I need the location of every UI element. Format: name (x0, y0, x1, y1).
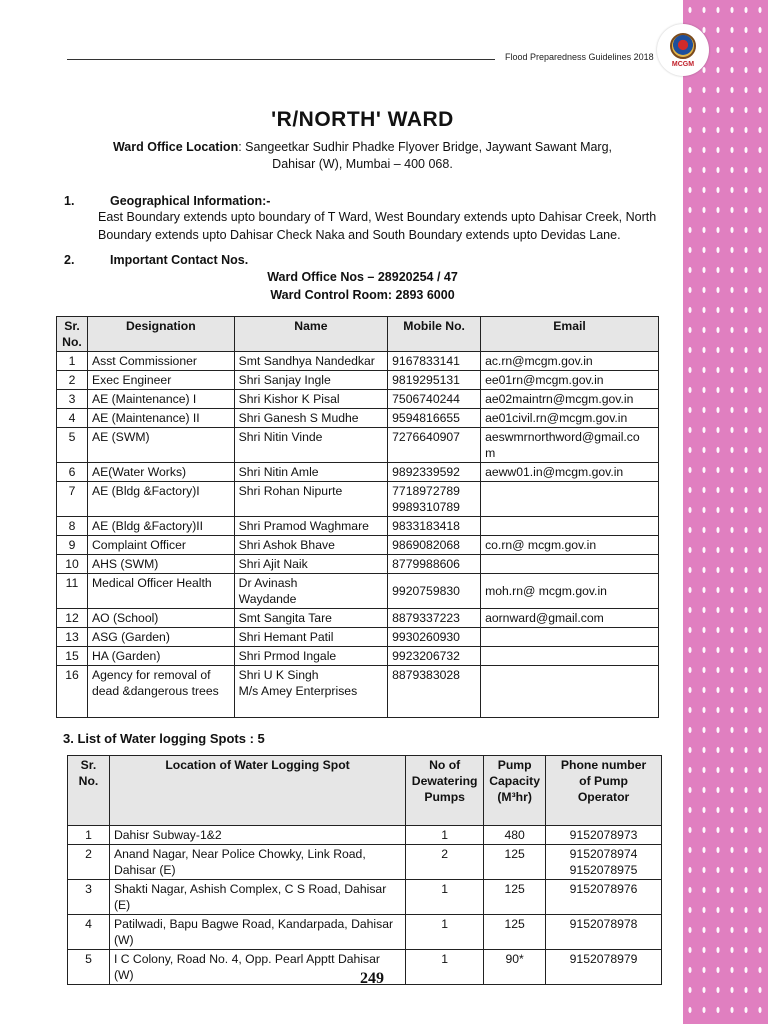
spots-row (68, 915, 662, 950)
contacts-cell: Shri Ashok Bhave (234, 536, 388, 555)
location-label: Ward Office Location (112, 140, 239, 154)
contacts-cell: Shri Prmod Ingale (234, 647, 388, 666)
contacts-cell: 16 (57, 666, 88, 718)
contacts-header-row (57, 317, 659, 352)
water-logging-spots-table (67, 755, 662, 985)
contacts-cell: AE (Bldg &Factory)II (87, 517, 234, 536)
contacts-cell: HA (Garden) (87, 647, 234, 666)
contacts-cell: 9819295131 (388, 371, 481, 390)
spots-cell: 9152078978 (546, 915, 662, 950)
contacts-row (57, 628, 659, 647)
spots-cell: 3 (68, 880, 110, 915)
contacts-header-cell: Sr. No. (57, 317, 88, 352)
spots-cell: 9152078979 (546, 950, 662, 985)
contacts-cell: AE (Maintenance) I (87, 390, 234, 409)
contacts-cell: co.rn@ mcgm.gov.in (481, 536, 659, 555)
contacts-cell: aeswmrnorthword@gmail.co m (481, 428, 659, 463)
spots-cell: 125 (484, 880, 546, 915)
spots-cell: 125 (484, 915, 546, 950)
contacts-cell: 10 (57, 555, 88, 574)
contacts-cell: 9920759830 (388, 574, 481, 609)
section3-heading: 3. List of Water logging Spots : 5 (63, 731, 265, 746)
contacts-cell: AE (Bldg &Factory)I (87, 482, 234, 517)
mcgm-logo (657, 24, 709, 76)
contacts-cell: Shri Sanjay Ingle (234, 371, 388, 390)
spots-cell: 1 (406, 915, 484, 950)
contacts-cell: Shri Kishor K Pisal (234, 390, 388, 409)
section1-heading: Geographical Information:- (110, 194, 271, 208)
contacts-cell (481, 555, 659, 574)
contacts-cell: Asst Commissioner (87, 352, 234, 371)
contacts-cell: AE (SWM) (87, 428, 234, 463)
contacts-cell: 13 (57, 628, 88, 647)
contacts-cell: 11 (57, 574, 88, 609)
contacts-cell (481, 647, 659, 666)
contacts-row (57, 428, 659, 463)
page-number: 249 (360, 970, 384, 987)
spots-row (68, 826, 662, 845)
contacts-cell: 7718972789 9989310789 (388, 482, 481, 517)
spots-header-cell: Pump Capacity (M³hr) (484, 756, 546, 826)
contacts-row (57, 666, 659, 718)
contacts-cell: 3 (57, 390, 88, 409)
contacts-cell: Shri Hemant Patil (234, 628, 388, 647)
section1-text (98, 208, 668, 244)
contacts-cell: 9 (57, 536, 88, 555)
spots-row (68, 880, 662, 915)
contacts-cell: moh.rn@ mcgm.gov.in (481, 574, 659, 609)
contacts-row (57, 390, 659, 409)
contacts-row (57, 371, 659, 390)
ward-office-numbers: Ward Office Nos – 28920254 / 47 (267, 270, 458, 284)
spots-cell: I C Colony, Road No. 4, Opp. Pearl Apptt Dahisar (W) (109, 950, 405, 985)
contacts-cell: 2 (57, 371, 88, 390)
contacts-cell: 4 (57, 409, 88, 428)
contacts-cell: Shri Ajit Naik (234, 555, 388, 574)
contacts-cell: 8879337223 (388, 609, 481, 628)
spots-header-cell: Phone number of Pump Operator (546, 756, 662, 826)
contacts-cell: aeww01.in@mcgm.gov.in (481, 463, 659, 482)
contacts-cell (481, 482, 659, 517)
contacts-body (57, 352, 659, 718)
contacts-row (57, 352, 659, 371)
contacts-cell: 12 (57, 609, 88, 628)
contacts-row (57, 647, 659, 666)
contacts-cell: 8879383028 (388, 666, 481, 718)
contacts-cell: Medical Officer Health (87, 574, 234, 609)
contacts-cell: ee01rn@mcgm.gov.in (481, 371, 659, 390)
contacts-cell (481, 628, 659, 647)
ward-control-room: Ward Control Room: 2893 6000 (270, 288, 455, 302)
contacts-cell: 7276640907 (388, 428, 481, 463)
running-header: Flood Preparedness Guidelines 2018 (505, 52, 654, 62)
section1-line2: Boundary extends upto Dahisar Check Naka and South Boundary extends upto Devidas Lane. (98, 228, 621, 242)
contacts-cell: AE (Maintenance) II (87, 409, 234, 428)
spots-cell: 2 (68, 845, 110, 880)
spots-header-cell: No of Dewatering Pumps (406, 756, 484, 826)
contacts-table (56, 316, 659, 718)
spots-cell: 9152078973 (546, 826, 662, 845)
spots-cell: 125 (484, 845, 546, 880)
spots-cell: 1 (406, 826, 484, 845)
spots-cell: 5 (68, 950, 110, 985)
contacts-cell: Shri Pramod Waghmare (234, 517, 388, 536)
contacts-cell: AE(Water Works) (87, 463, 234, 482)
header-rule (67, 59, 495, 60)
spots-cell: 1 (406, 950, 484, 985)
contacts-cell: aornward@gmail.com (481, 609, 659, 628)
contacts-cell: 8 (57, 517, 88, 536)
contacts-cell: 15 (57, 647, 88, 666)
contacts-cell: 9833183418 (388, 517, 481, 536)
contacts-header-cell: Email (481, 317, 659, 352)
section1-number: 1. (64, 194, 75, 208)
contacts-cell: Shri U K Singh M/s Amey Enterprises (234, 666, 388, 718)
contacts-cell: Smt Sangita Tare (234, 609, 388, 628)
spots-cell: 9152078974 9152078975 (546, 845, 662, 880)
contacts-row (57, 574, 659, 609)
spots-cell: 2 (406, 845, 484, 880)
contacts-cell: Smt Sandhya Nandedkar (234, 352, 388, 371)
contacts-cell: 6 (57, 463, 88, 482)
contacts-cell: 7 (57, 482, 88, 517)
contacts-row (57, 536, 659, 555)
contacts-cell: ASG (Garden) (87, 628, 234, 647)
contacts-cell: ae02maintrn@mcgm.gov.in (481, 390, 659, 409)
spots-body (68, 826, 662, 985)
ward-office-location (95, 139, 630, 173)
contacts-cell: 5 (57, 428, 88, 463)
spots-cell: 9152078976 (546, 880, 662, 915)
contacts-row (57, 555, 659, 574)
spots-row (68, 845, 662, 880)
contacts-cell: 8779988606 (388, 555, 481, 574)
contacts-cell: Shri Nitin Vinde (234, 428, 388, 463)
spots-cell: 4 (68, 915, 110, 950)
contacts-row (57, 482, 659, 517)
mcgm-emblem-icon (670, 33, 696, 59)
contacts-row (57, 609, 659, 628)
contacts-cell: ae01civil.rn@mcgm.gov.in (481, 409, 659, 428)
spots-header-row (68, 756, 662, 826)
spots-cell: Shakti Nagar, Ashish Complex, C S Road, Dahisar (E) (109, 880, 405, 915)
spots-cell: 1 (406, 880, 484, 915)
contacts-cell: 7506740244 (388, 390, 481, 409)
contacts-cell: Exec Engineer (87, 371, 234, 390)
location-line1: : Sangeetkar Sudhir Phadke Flyover Bridge, Jaywant Sawant Marg, (238, 140, 613, 154)
contacts-cell: Shri Nitin Amle (234, 463, 388, 482)
page-title: 'R/NORTH' WARD (271, 108, 454, 131)
logo-text: MCGM (671, 60, 695, 68)
contacts-cell: Shri Ganesh S Mudhe (234, 409, 388, 428)
contacts-cell: 9923206732 (388, 647, 481, 666)
spots-cell: Anand Nagar, Near Police Chowky, Link Road, Dahisar (E) (109, 845, 405, 880)
section2-heading: Important Contact Nos. (110, 253, 249, 267)
contacts-row (57, 517, 659, 536)
contacts-cell: Agency for removal of dead &dangerous trees (87, 666, 234, 718)
contacts-cell: AO (School) (87, 609, 234, 628)
contacts-cell: AHS (SWM) (87, 555, 234, 574)
contacts-cell (481, 666, 659, 718)
contacts-cell: Shri Rohan Nipurte (234, 482, 388, 517)
contacts-cell: 9930260930 (388, 628, 481, 647)
contacts-header-cell: Name (234, 317, 388, 352)
contacts-cell: 1 (57, 352, 88, 371)
spots-cell: Dahisr Subway-1&2 (109, 826, 405, 845)
location-line2: Dahisar (W), Mumbai – 400 068. (272, 157, 453, 171)
spots-cell: Patilwadi, Bapu Bagwe Road, Kandarpada, Dahisar (W) (109, 915, 405, 950)
contacts-cell: Complaint Officer (87, 536, 234, 555)
decorative-side-band (683, 0, 768, 1024)
contacts-header-cell: Mobile No. (388, 317, 481, 352)
spots-header-cell: Location of Water Logging Spot (109, 756, 405, 826)
contacts-row (57, 463, 659, 482)
contacts-cell: Dr Avinash Waydande (234, 574, 388, 609)
contacts-header-cell: Designation (87, 317, 234, 352)
contacts-cell: 9594816655 (388, 409, 481, 428)
contacts-row (57, 409, 659, 428)
spots-cell: 1 (68, 826, 110, 845)
spots-header-cell: Sr. No. (68, 756, 110, 826)
contacts-cell: 9869082068 (388, 536, 481, 555)
spots-cell: 480 (484, 826, 546, 845)
contacts-cell (481, 517, 659, 536)
section1-line1: East Boundary extends upto boundary of T Ward, West Boundary extends upto Dahisar Creek, North (98, 210, 657, 224)
section2-number: 2. (64, 253, 75, 267)
contacts-cell: 9167833141 (388, 352, 481, 371)
contacts-cell: 9892339592 (388, 463, 481, 482)
spots-cell: 90* (484, 950, 546, 985)
contacts-cell: ac.rn@mcgm.gov.in (481, 352, 659, 371)
